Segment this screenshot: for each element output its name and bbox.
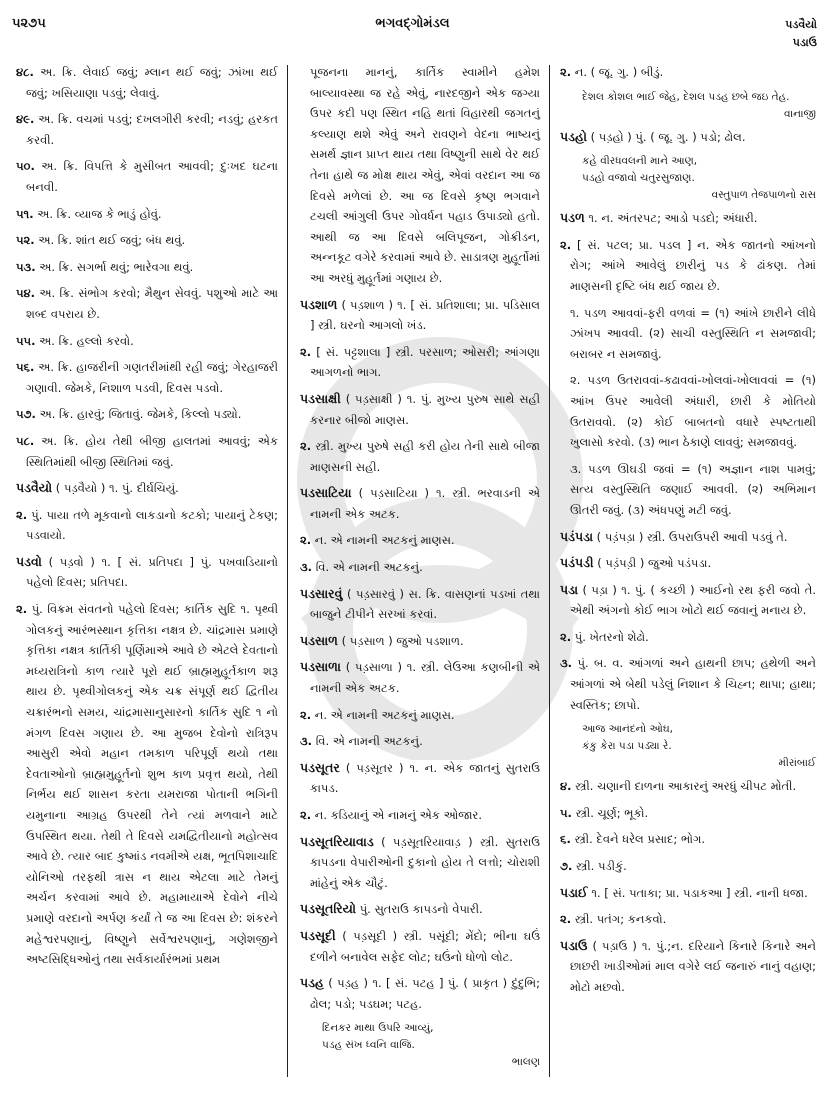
quote-source: વાનાજી bbox=[784, 107, 816, 120]
sense-entry bbox=[300, 557, 540, 578]
dictionary-entry bbox=[16, 478, 278, 499]
definition-text: ( પડ઼સાળા ) ૧. સ્ત્રી. લેઉઆ કણબીની એ નામની એક અટક. bbox=[310, 660, 540, 696]
headword: પડા bbox=[560, 581, 579, 597]
sense-number: ૨. bbox=[300, 808, 312, 822]
definition-text: વિ. એ નામની અટકનું. bbox=[315, 560, 423, 575]
idiom-entry bbox=[560, 303, 816, 365]
sense-entry bbox=[560, 235, 816, 297]
sense-number: ૨. bbox=[300, 344, 312, 359]
headword: પડસાટિયા bbox=[300, 485, 352, 501]
sense-entry bbox=[560, 627, 816, 648]
sense-number: ૨. bbox=[560, 237, 572, 252]
column-right bbox=[560, 62, 816, 1102]
sense-number: ૩. bbox=[560, 656, 573, 671]
sense-entry bbox=[16, 109, 278, 150]
sense-entry bbox=[300, 62, 540, 289]
definition-text: ( પડ઼સારવું ) સ. ક્રિ. વાસણનાં પડખાં તથા બાજુને ટીપીને સરખાં કરવાં. bbox=[310, 586, 540, 622]
definition-text: ૩. પડળ ઊઘડી જવાં = (૧) અજ્ઞાન નાશ પામવું; સત્ય વસ્તુસ્થિતિ જણાઈ આવવી. (૨) અભિમાન ઊતરી જવું. (૩) અંધપણું મટી જવું. bbox=[570, 461, 816, 517]
sense-number: ૨. bbox=[560, 65, 572, 79]
definition-text: ન. ( જૂ. ગુ. ) બીડું. bbox=[574, 65, 664, 79]
headword: પડસારવું bbox=[300, 585, 343, 601]
sense-number: ૪. bbox=[560, 779, 572, 794]
sense-entry bbox=[560, 909, 816, 930]
definition-text: ૧. ન. અંતરપટ; આડો પડદો; અંધારી. bbox=[588, 211, 758, 226]
sense-number: ૨. bbox=[560, 912, 572, 927]
headword: પડાઈ bbox=[560, 884, 588, 900]
sense-entry bbox=[560, 62, 816, 83]
sense-number: ૫૮. bbox=[16, 433, 35, 448]
sense-number: ૩. bbox=[300, 560, 313, 575]
sense-entry bbox=[560, 829, 816, 850]
definition-text: અ. ક્રિ. હોય તેથી બીજી હાલતમાં આવવું; એક સ્થિતિમાંથી બીજી સ્થિતિમાં જવું. bbox=[26, 433, 279, 469]
sense-number: ૫૩. bbox=[16, 259, 36, 274]
quote-line: કહે વીરધવલની માને આણ, bbox=[582, 155, 698, 168]
quote-line: દિનકર માથા ઉપરિ આવ્યું, bbox=[322, 1022, 434, 1035]
headword: પડહો bbox=[560, 128, 587, 144]
definition-text: પું. ખેતરનો શેઢો. bbox=[574, 629, 649, 644]
sense-number: ૨. bbox=[300, 533, 312, 548]
definition-text: અ. ક્રિ. વચમાં પડવું; દખલગીરી કરવી; નડવું; હરકત કરવી. bbox=[26, 112, 278, 147]
sense-entry bbox=[300, 342, 540, 383]
definition-text: સ્ત્રી. ચૂર્ણ; ભૂકો. bbox=[575, 805, 649, 820]
dictionary-columns bbox=[0, 62, 825, 1102]
dictionary-entry bbox=[560, 127, 816, 148]
sense-entry bbox=[16, 599, 278, 970]
dictionary-entry bbox=[560, 580, 816, 621]
sense-entry bbox=[16, 257, 278, 278]
sense-number: ૨. bbox=[16, 507, 28, 522]
definition-text: ( પડ઼ા ) ૧. પું. ( કચ્છી ) આઈનો રથ ફરી જવો તે. એથી અંગનો કોઈ ભાગ ખોટો થઈ જવાનું મનાય છે. bbox=[570, 582, 817, 618]
sense-entry bbox=[300, 705, 540, 726]
definition-text: ( પડ઼સૂતરિયાવાડ઼ ) સ્ત્રી. સુતરાઉ કાપડના વેપારીઓની દુકાનો હોય તે લત્તો; ચોરાશી માંહેનું એક ચૌટું. bbox=[310, 834, 540, 890]
definition-text: સ્ત્રી. ચણાની દાળના આકારનું અરધું ચીપટ મોતી. bbox=[575, 779, 797, 794]
sense-entry bbox=[300, 530, 540, 551]
definition-text: અ. ક્રિ. હાજરીની ગણતરીમાંથી રહી જવું; ગેરહાજરી ગણાવી. જેમકે, નિશાળ પડવી, દિવસ પડવો. bbox=[26, 360, 278, 395]
column-middle bbox=[300, 62, 540, 1102]
sense-number: ૫૫. bbox=[16, 333, 36, 348]
quote-source: ભાલણ bbox=[511, 1056, 540, 1069]
sense-number: ૫. bbox=[560, 805, 572, 820]
definition-text: અ. ક્રિ. હલ્લો કરવો. bbox=[39, 333, 134, 348]
quote-line: પડહો વજાવો ચતુરસુજાણ. bbox=[582, 172, 695, 185]
sense-entry bbox=[300, 805, 540, 826]
dictionary-entry bbox=[300, 973, 540, 1014]
dictionary-entry bbox=[16, 552, 278, 593]
definition-text: અ. ક્રિ. સગર્ભા થવું; ભારેવગા થવું. bbox=[39, 259, 194, 274]
guide-word-last: પડાઉ bbox=[792, 36, 817, 49]
dictionary-entry bbox=[560, 208, 816, 229]
quote-line: પડહ સંખ ધ્વનિ વાજિ. bbox=[322, 1039, 415, 1052]
quote-line: દેશલ કોશલ ભાઈ જેહ, દેશલ પડહ છબે જઇ તેહ. bbox=[582, 90, 790, 103]
definition-text: વિ. એ નામની અટકનું. bbox=[315, 734, 423, 749]
dictionary-entry bbox=[300, 899, 540, 920]
sense-entry bbox=[560, 856, 816, 877]
headword: પડંપડા bbox=[560, 528, 594, 544]
sense-entry bbox=[16, 331, 278, 352]
definition-text: ( પડ઼હો ) પું. ( જૂ. ગુ. ) પડો; ઢોલ. bbox=[590, 129, 746, 144]
citation-quote bbox=[560, 153, 816, 204]
citation-quote bbox=[560, 721, 816, 772]
definition-text: ( પડ઼વો ) ૧. [ સં. પ્રતિપદા ] પું. પખવાડિયાનો પહેલો દિવસ; પ્રતિપદા. bbox=[26, 554, 279, 590]
definition-text: અ. ક્રિ. લેવાઈ જવું; મ્લાન થઈ જવું; ઝાંખા થઈ જવું; ખસિયાણા પડવું; લેવાવું. bbox=[26, 65, 279, 100]
sense-number: ૨. bbox=[16, 602, 28, 617]
definition-text: સ્ત્રી. પડીકું. bbox=[576, 859, 627, 874]
definition-text: ( પડ઼હ ) ૧. [ સં. પટહ ] પું. ( પ્રાકૃત ) દુંદુભિ; ઢોલ; પડો; પડઘમ; પટહ. bbox=[310, 976, 540, 1011]
dictionary-entry bbox=[300, 584, 540, 625]
sense-number: ૬. bbox=[560, 832, 571, 847]
definition-text: ૧. [ સં. પતાકા; પ્રા. પડાકઆ ] સ્ત્રી. નાની ધજા. bbox=[591, 885, 808, 900]
sense-number: ૨. bbox=[300, 707, 312, 722]
headword: પડવૈયો bbox=[16, 480, 53, 496]
page-header bbox=[0, 0, 825, 60]
sense-number: ૫૬. bbox=[16, 360, 35, 375]
sense-entry bbox=[16, 404, 278, 425]
headword: પડસાળ bbox=[300, 632, 338, 648]
dictionary-entry bbox=[300, 631, 540, 652]
sense-number: ૩. bbox=[300, 734, 313, 749]
definition-text: પૂજનના માનનું, કાર્તિક સ્વામીને હમેશ બાલ્યાવસ્થા જ રહે એવું, નારદજીને એક જગ્યા ઉપર કદી પણ સ્થિત નહિ થતાં વિહારથી જગતનું કલ્યાણ થશે એવું અને રાવણને વેદના ભાષ્યનું સમર્થ જ્ઞાન પ્રાપ્ત થાય તથા વિષ્ણુની સાથે વેર થઈ તેના હાથે જ મોક્ષ થાય એવું, એવાં વરદાન આ જ દિવસે મળેલાં છે. આ જ દિવસે કૃષ્ણ ભગવાને ટચલી આંગુલી ઉપર ગોવર્ધન પહાડ ઉપાડ્યો હતો. આથી જ આ દિવસે બલિપૂજન, ગોક્રીડન, અન્નકૂટ વગેરે કરવામાં આવે છે. સાડાત્રણ મુહૂર્તોમાં આ અરધું મુહૂર્તમાં ગણાય છે. bbox=[310, 65, 541, 285]
definition-text: અ. ક્રિ. હારવું; જિતાવું. જેમકે, કિલ્લો પડ્યો. bbox=[39, 407, 242, 422]
dictionary-entry bbox=[560, 883, 816, 904]
idiom-entry bbox=[560, 459, 816, 521]
column-left bbox=[16, 62, 278, 1102]
definition-text: પું. વિક્રમ સંવતનો પહેલો દિવસ; કાર્તિક સુદિ ૧. પૃથ્વી ગોલકનું આરંભસ્થાન કૃત્તિકા નક્ષત્ર છે. ચાંદ્રમાસ પ્રમાણે કૃત્તિકા નક્ષત્ર કાર્તિકી પૂર્ણિમાએ આવે છે એટલે દેવતાનો મધ્યરાત્રિનો કાળ ત્યારે પૂરો થઈ બ્રાહ્મમુહૂર્તકાળ શરૂ થાય છે. પૃથ્વીગોલકનું એક ચક્ર સંપૂર્ણ થઈ દ્વિતીય ચક્રારંભનો સમય, ચાંદ્રમાસાનુસારનો કાર્તિક સુદિ ૧ નો મંગળ દિવસ ગણાય છે. આ મુજબ દેવોનો રાત્રિરૂપ આસુરી એવો મહાન તમકાળ પરિપૂર્ણ થયો તથા દેવતાઓનો બ્રાહ્મમુહૂર્તનો શુભ કાળ પ્રવૃત્ત થયો, તેથી નિર્ભય થઈ શાસન કરતા યમરાજા પોતાની ભગિની યમુનાના આગ્રહ ઉપરથી તેને ત્યાં મળવાને માટે ઉપસ્થિત થયા. તેથી તે દિવસે યમદ્વિતીયાનો મહોત્સવ આવે છે. ત્યાર બાદ કુષ્માંડ નવમીએ યક્ષ, ભૂતપિશાચાદિ યોનિઓ તરફથી ત્રાસ ન થાય એટલા માટે તેમનું અર્ચન કરવામાં આવે છે. મહામાયાએ દેવોને નીચે પ્રમાણે વરદાનો અર્પણ કર્યાં તે જ આ દિવસ છે: શંકરને મહેશ્વરપણાનું, વિષ્ણુને સર્વેશ્વરપણાનું, ગણેશજીને અષ્ટસિદ્ધિઓનું તથા સર્વકાર્યારંભમાં પ્રથમ bbox=[26, 602, 278, 967]
definition-text: ( પડ઼સૂતર ) ૧. ન. એક જાતનું સુતરાઉ કાપડ. bbox=[310, 760, 541, 796]
definition-text: [ સં. પટલ; પ્રા. પડલ ] ન. એક જાતનો આંખનો રોગ; આંખે આવેલું છારીનું પડ કે ઢાંકણ. તેમાં માણસની દૃષ્ટિ બંધ થઈ જાય છે. bbox=[570, 237, 816, 293]
headword: પડસાક્ષી bbox=[300, 390, 341, 406]
sense-entry bbox=[16, 283, 278, 324]
sense-entry bbox=[560, 776, 816, 797]
headword: પડળ bbox=[560, 210, 585, 226]
sense-number: ૫૭. bbox=[16, 407, 36, 422]
sense-entry bbox=[16, 431, 278, 472]
sense-entry bbox=[300, 436, 540, 477]
dictionary-entry bbox=[300, 832, 540, 894]
citation-quote bbox=[560, 89, 816, 123]
sense-number: ૪૯. bbox=[16, 112, 35, 127]
headword: પડસૂતરિયો bbox=[300, 901, 357, 917]
definition-text: ( પડ઼સૂદી ) સ્ત્રી. પસૂંદી; મેંદો; ભીના ઘઉં દળીને બનાવેલ સફેદ લોટ; ઘઉંનો ધોળો લોટ. bbox=[310, 928, 541, 964]
definition-text: ૨. પડળ ઉતરાવવાં-કઢાવવાં-ખોલવાં-ખોલાવવાં = (૧) આંખ ઉપર આવેલી અંધારી, છારી કે મોતિયો ઉતરાવવો. (૨) કોઈ બાબતનો વધારે સ્પષ્ટતાથી ખુલાસો કરવો. (૩) ભાન ઠેકાણે લાવવું; સમજાવવું. bbox=[570, 373, 816, 450]
headword: પડસૂતર bbox=[300, 759, 340, 775]
dictionary-entry bbox=[300, 295, 540, 336]
citation-quote bbox=[300, 1020, 540, 1071]
quote-line: આજ આનંદનો ઓઘ, bbox=[582, 723, 674, 736]
headword: પડસાળા bbox=[300, 659, 341, 675]
headword: પડાઉ bbox=[560, 937, 588, 953]
sense-entry bbox=[16, 505, 278, 546]
sense-number: ૨. bbox=[300, 439, 312, 454]
headword: પડશાળ bbox=[300, 296, 338, 312]
headword: પડસૂતરિયાવાડ bbox=[300, 833, 374, 849]
headword: પડંપડી bbox=[560, 555, 594, 571]
definition-text: ( પડ઼ંપડ઼ા ) સ્ત્રી. ઉપરાઉપરી આવી પડવું તે. bbox=[596, 529, 788, 544]
guide-word-first: પડવૈયો bbox=[785, 18, 817, 31]
sense-entry bbox=[16, 357, 278, 398]
dictionary-entry bbox=[300, 758, 540, 799]
headword: પડવો bbox=[16, 553, 42, 569]
definition-text: પું. પાયા તળે મૂકવાનો લાકડાનો કટકો; પાયાનું ટેકણ; પડવાયો. bbox=[26, 507, 279, 543]
definition-text: ( પડ઼વૈયો ) ૧. પું. દીર્ઘચિયું. bbox=[55, 481, 179, 496]
sense-number: ૫૦. bbox=[16, 159, 35, 174]
sense-number: ૭. bbox=[560, 859, 573, 874]
book-title: ભગવદ્ગોમંડલ bbox=[375, 16, 450, 31]
definition-text: ન. એ નામની અટકનું માણસ. bbox=[314, 707, 455, 722]
definition-text: ( પડ઼શાળ ) ૧. [ સં. પ્રતિશાલા; પ્રા. પડિસાલ ] સ્ત્રી. ઘરનો આગલો ખંડ. bbox=[310, 297, 540, 333]
sense-number: ૪૮. bbox=[16, 65, 34, 79]
sense-number: ૫૨. bbox=[16, 233, 35, 248]
guide-words bbox=[785, 16, 817, 52]
definition-text: સ્ત્રી. મુખ્ય પુરુષે સહી કરી હોય તેની સાથે બીજા માણસની સહી. bbox=[310, 439, 541, 474]
sense-number: ૨. bbox=[560, 629, 572, 644]
page-number: ૫૨૭૫ bbox=[12, 16, 46, 31]
dictionary-entry bbox=[560, 527, 816, 548]
sense-entry bbox=[16, 156, 278, 197]
dictionary-entry bbox=[300, 657, 540, 698]
dictionary-entry bbox=[300, 483, 540, 524]
headword: પડસૂદી bbox=[300, 927, 336, 943]
sense-entry bbox=[16, 62, 278, 103]
headword: પડહ bbox=[300, 975, 324, 991]
definition-text: સ્ત્રી. પતંગ; કનકવો. bbox=[574, 912, 667, 927]
definition-text: ( પડ઼સાક્ષી ) ૧. પું. મુખ્ય પુરુષ સાથે સહી કરનાર બીજો માણસ. bbox=[310, 391, 541, 427]
sense-number: ૫૪. bbox=[16, 286, 36, 301]
definition-text: ( પડ઼સાટિયા ) ૧. સ્ત્રી. ભરવાડની એ નામની એક અટક. bbox=[310, 486, 541, 521]
definition-text: અ. ક્રિ. વ્યાજ કે ભાડું હોવું. bbox=[37, 206, 162, 221]
definition-text: ( પડ઼ંપડ઼ી ) જુઓ પડંપડા. bbox=[597, 556, 712, 571]
sense-entry bbox=[560, 653, 816, 715]
definition-text: ( પડ઼સાળ ) જુઓ પડશાળ. bbox=[341, 633, 464, 648]
sense-number: ૫૧. bbox=[16, 206, 34, 221]
idiom-entry bbox=[560, 370, 816, 452]
sense-entry bbox=[16, 230, 278, 251]
quote-source: વસ્તુપાળ તેજપાળનો રાસ bbox=[711, 189, 816, 202]
definition-text: સ્ત્રી. દેવને ધરેલ પ્રસાદ; ભોગ. bbox=[574, 832, 706, 847]
quote-line: કંકુ કેરા પડા પડ્યા રે. bbox=[582, 740, 672, 753]
definition-text: પું. સુતરાઉ કાપડનો વેપારી. bbox=[359, 902, 483, 917]
definition-text: [ સં. પટ્ટશાલા ] સ્ત્રી. પરસાળ; ઓસરી; આંગણા આગળનો ભાગ. bbox=[310, 344, 540, 380]
definition-text: અ. ક્રિ. વિપત્તિ કે મુસીબત આવવી; દુઃખદ ઘટના બનવી. bbox=[26, 159, 278, 194]
dictionary-entry bbox=[560, 936, 816, 998]
dictionary-entry bbox=[300, 926, 540, 967]
definition-text: પું. બ. વ. આંગળાં અને હાથની છાપ; હથેળી અને આંગળાં એ બેથી પડેલું નિશાન કે ચિહ્ન; થાપા; હાથા; સ્વસ્તિક; છાપો. bbox=[570, 656, 817, 712]
sense-entry bbox=[300, 731, 540, 752]
sense-entry bbox=[560, 803, 816, 824]
definition-text: ( પડ઼ાઉ ) ૧. પું.;ન. દરિયાને કિનારે કિનારે અને છાછરી ખાડીઓમાં માલ વગેરે લઈ જનારું નાનું વહાણ; મોટો મછવો. bbox=[570, 938, 817, 994]
dictionary-entry bbox=[560, 553, 816, 574]
dictionary-entry bbox=[300, 389, 540, 430]
definition-text: ૧. પડળ આવવાં-ફરી વળવાં = (૧) આંખે છારીને લીધે ઝાંખપ આવવી. (૨) સાચી વસ્તુસ્થિતિ ન સમજાવી; બરાબર ન સમજાવું. bbox=[570, 305, 816, 361]
definition-text: ન. કડિયાનું એ નામનું એક ઓજાર. bbox=[314, 808, 483, 822]
sense-entry bbox=[16, 204, 278, 225]
definition-text: અ. ક્રિ. શાંત થઈ જવું; બંધ થવું. bbox=[38, 233, 186, 248]
definition-text: અ. ક્રિ. સંભોગ કરવો; મૈથુન સેવવું. પશુઓ માટે આ શબ્દ વપરાય છે. bbox=[26, 286, 278, 321]
definition-text: ન. એ નામની અટકનું માણસ. bbox=[314, 533, 455, 548]
quote-source: મીરાંબાઈ bbox=[778, 757, 816, 770]
